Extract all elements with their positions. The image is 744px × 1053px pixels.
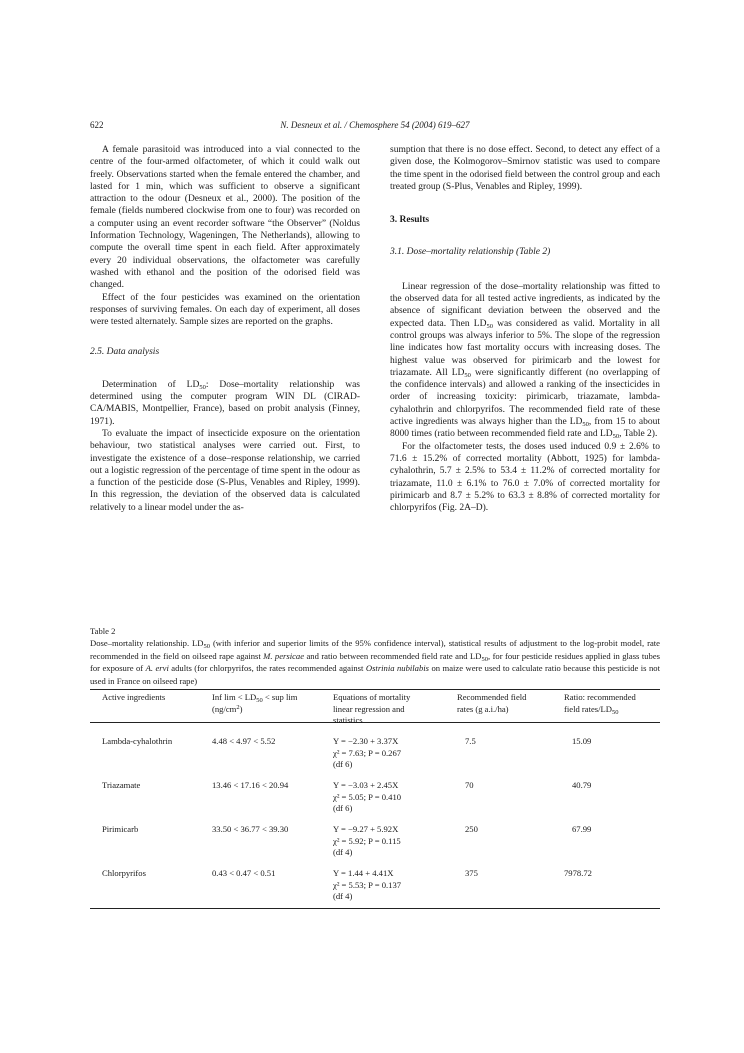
paragraph: Linear regression of the dose–mortality relationship was fitted to the observed data for all tested active ingredients, as indicated by the absence of significant deviation between the observed and the expected data. Then $LD_{50}$ was considered as valid. Mortality in all control groups was always inferior to 5%. The slope of the regression line indicates how fast mortality occurs with increasing doses. The highest value was observed for pirimicarb and the lowest for triazamate. All $LD_{50}$ were significantly different (no overlapping of the confidence intervals) and allowed a ranking of the insecticides in order of increasing toxicity: pirimicarb, triazamate, lambda-cyhalothrin and chlorpyrifos. The recommended field rate of these active ingredients was always higher than the $LD_{50}$, from 15 to about 8000 times (ratio between recommended field rate and $LD_{50}$, Table 2). xyxy=(390,281,660,441)
running-head: N. Desneux et al. / Chemosphere 54 (2004) 619–627 xyxy=(280,120,470,130)
paragraph: To evaluate the impact of insecticide exposure on the orientation behaviour, two statistical analyses were carried out. First, to investigate the existence of a dose–response relationship, we carried out a logistic regression of the percentage of time spent in the odour as a function of the pesticide dose (S-Plus, Venables and Ripley, 1999). In this regression, the deviation of the observed data is calculated relatively to a linear model under the as- xyxy=(90,428,360,513)
table-cell-ld50: 13.46 < 17.16 < 20.94 xyxy=(212,780,289,790)
table-bottom-rule xyxy=(90,908,660,909)
table-cell-rate: 375 xyxy=(465,868,478,878)
table-cell-ld50: 33.50 < 36.77 < 39.30 xyxy=(212,824,289,834)
table-cell-equation: Y = −3.03 + 2.45X χ² = 5.05; P = 0.410 (df 6) xyxy=(333,780,402,814)
table-cell-ratio: 40.79 xyxy=(572,780,592,790)
table-cell-ratio: 7978.72 xyxy=(564,868,592,878)
page-number: 622 xyxy=(90,120,104,130)
section-heading: 3. Results xyxy=(390,215,430,226)
table-cell-ratio: 15.09 xyxy=(572,736,592,746)
subsection-heading: 2.5. Data analysis xyxy=(90,347,160,358)
left-column xyxy=(90,144,360,514)
table-top-rule xyxy=(90,689,660,690)
column-header: Equations of mortality linear regression and statistics xyxy=(333,692,411,726)
table-cell-ingredient: Triazamate xyxy=(102,780,141,790)
subsection-heading: 3.1. Dose–mortality relationship (Table 2) xyxy=(390,247,551,258)
paragraph: For the olfactometer tests, the doses used induced 0.9 ± 2.6% to 71.6 ± 15.2% of corrected mortality (Abbott, 1925) for lambda-cyhalothrin, 5.7 ± 2.5% to 53.4 ± 11.2% of corrected mortality for triazamate, 11.0 ± 6.1% to 76.0 ± 7.0% of corrected mortality for pirimicarb and 8.7 ± 5.2% to 63.3 ± 8.8% of corrected mortality for chlorpyrifos (Fig. 2A–D). xyxy=(390,441,660,514)
column-header: Inf $\lim < LD_{50}$ < sup lim $(ng/cm^2)$ xyxy=(212,692,298,714)
right-column xyxy=(390,144,660,514)
table-label: Table 2 xyxy=(90,626,116,636)
column-header: Recommended field rates (g a.i./ha) xyxy=(457,692,527,714)
paragraph: Determination of $LD_{50}$: Dose–mortality relationship was determined using the computer program WIN DL (CIRAD-CA/MABIS, Montpellier, France), based on probit analysis (Finney, 1971). xyxy=(90,379,360,427)
table-cell-rate: 250 xyxy=(465,824,478,834)
column-header: Ratio: recommended field rates/$LD_{50}$ xyxy=(564,692,636,716)
table-cell-equation: Y = −9.27 + 5.92X χ² = 5.92; P = 0.115 (df 4) xyxy=(333,824,401,858)
table-caption: Table 2 Dose–mortality relationship. $LD_{50}$ (with inferior and superior limits of the 95% confidence interval), statistical results of adjustment to the log-probit model, rate recommended in the field on oilseed rape against M. persicae and ratio between recommended field rate and $LD_{50}$, for four pesticide residues applied in glass tubes for exposure of A. ervi adults (for chlorpyrifos, the rates recommended against Ostrinia nubilabis on maize were used to calculate ratio because this pesticide is not used in France on oilseed rape) xyxy=(90,626,660,686)
table-cell-ingredient: Lambda-cyhalothrin xyxy=(102,736,173,746)
table-cell-ingredient: Chlorpyrifos xyxy=(102,868,146,878)
table-cell-equation: Y = −2.30 + 3.37X χ² = 7.63; P = 0.267 (df 6) xyxy=(333,736,402,770)
paragraph: sumption that there is no dose effect. Second, to detect any effect of a given dose, the Kolmogorov–Smirnov statistic was used to compare the time spent in the odorised field between the control group and each treated group (S-Plus, Venables and Ripley, 1999). xyxy=(390,145,660,192)
table-cell-rate: 70 xyxy=(465,780,474,790)
paragraph: A female parasitoid was introduced into a vial connected to the centre of the four-armed olfactometer, of which it could walk out freely. Observations started when the female entered the chamber, and lasted for 1 min, which was sufficient to observe a significant attraction to the odour (Desneux et al., 2000). The position of the female (fields numbered clockwise from one to four) was recorded on a computer using an event recorder software “the Observer” (Noldus Information Technology, Wageningen, The Netherlands), allowing to compute the overall time spent in each field. After approximately every 20 individual observations, the olfactometer was carefully washed with ethanol and the position of the odorised field was changed. xyxy=(90,145,360,291)
table-cell-ratio: 67.99 xyxy=(572,824,592,834)
paragraph: Effect of the four pesticides was examined on the orientation responses of surviving females. On each day of experiment, all doses were tested alternately. Sample sizes are reported on the graphs. xyxy=(90,292,360,328)
table-cell-equation: Y = 1.44 + 4.41X χ² = 5.53; P = 0.137 (df 4) xyxy=(333,868,402,902)
table-cell-rate: 7.5 xyxy=(465,736,476,746)
running-header xyxy=(90,120,660,134)
table-cell-ld50: 4.48 < 4.97 < 5.52 xyxy=(212,736,276,746)
table-cell-ld50: 0.43 < 0.47 < 0.51 xyxy=(212,868,276,878)
column-header: Active ingredients xyxy=(102,692,166,702)
table-cell-ingredient: Pirimicarb xyxy=(102,824,139,834)
